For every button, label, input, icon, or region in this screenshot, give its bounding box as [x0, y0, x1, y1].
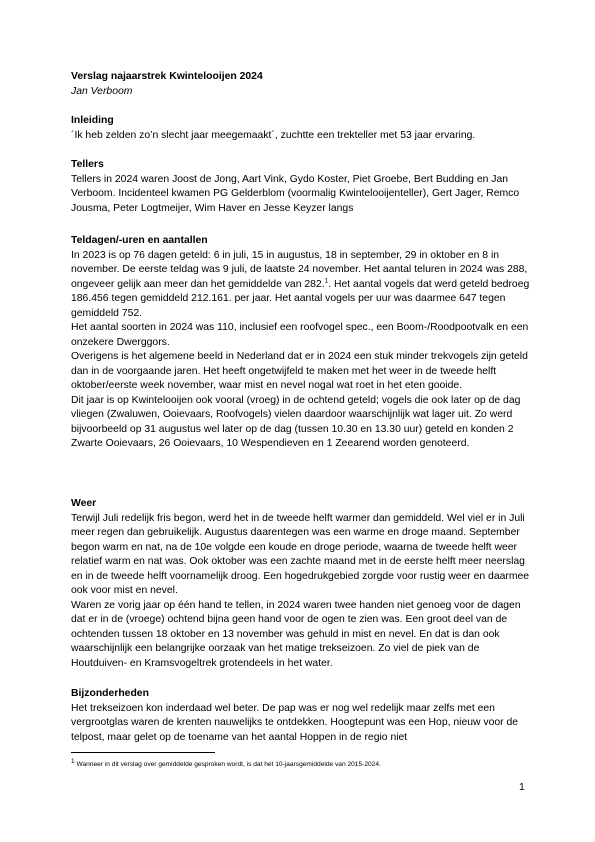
paragraph: Overigens is het algemene beeld in Nederland dat er in 2024 een stuk minder trekvogels zijn geteld dan in de voorgaande jaren. Het heeft ongetwijfeld te maken met het weer in de tweede helft oktober/eerste week november, waar mist en nevel nogal wat roet in het eten gooide.	[71, 351, 528, 391]
section-bijzonderheden	[71, 687, 531, 745]
section-heading: Weer	[71, 498, 97, 509]
section-heading: Bijzonderheden	[71, 688, 149, 699]
footnote	[71, 757, 531, 769]
section-weer	[71, 497, 531, 671]
paragraph: Het trekseizoen kon inderdaad wel beter. De pap was er nog wel redelijk maar zelfs met een vergrootglas waren de krenten nauwelijks te ontdekken. Hoogtepunt was een Hop, nieuw voor de telpost, maar gelet op de toename van het aantal Hoppen in de regio niet	[71, 702, 519, 743]
paragraph: In 2023 is op 76 dagen geteld: 6 in juli, 15 in augustus, 18 in september, 29 in oktober en 8 in november. De eerste teldag was 9 juli, de laatste 24 november. Het aantal teluren in 2024 was 288, ongeveer gelijk aan meer dan het gemiddelde van 282.$^1$. Het aantal vogels dat werd geteld bedroeg 186.456 tegen gemiddeld 212.161. per jaar. Het aantal vogels per uur was daarmee 647 tegen gemiddeld 752.	[71, 249, 530, 319]
document-title: Verslag najaarstrek Kwintelooijen 2024	[71, 71, 263, 82]
paragraph: Dit jaar is op Kwintelooijen ook vooral (vroeg) in de ochtend geteld; vogels die ook later op de dag vliegen (Zwaluwen, Ooievaars, Roofvogels) vielen daardoor waarschijnlijk wat lager uit. Zo werd bijvoorbeeld op 31 augustus wel later op de dag (tussen 10.30 en 13.30 uur) geteld en konden 2 Zwarte Ooievaars, 26 Ooievaars, 10 Wespendieven en 1 Zeearend worden genoteerd.	[71, 394, 521, 449]
paragraph: Het aantal soorten in 2024 was 110, inclusief een roofvogel spec., een Boom-/Roodpootvalk en een onzekere Dwerggors.	[71, 322, 529, 348]
footnote-text: Wanneer in dit verslag over gemiddelde gesproken wordt, is dat het 10-jaarsgemiddelde van 2015-2024.	[76, 761, 381, 768]
document-author: Jan Verboom	[71, 86, 133, 97]
paragraph-text: In 2023 is op 76 dagen geteld: 6 in juli, 15 in augustus, 18 in september, 29 in oktober en 8 in november. De eerste teldag was 9 juli, de laatste 24 november. Het aantal teluren in 2024 was 288, ongeveer gelijk aan meer dan het gemiddelde van 282.	[71, 249, 528, 290]
footnote-mark: 1	[71, 757, 75, 765]
footnote-divider	[71, 752, 215, 753]
section-tellers	[71, 158, 531, 216]
paragraph: Waren ze vorig jaar op één hand te tellen, in 2024 waren twee handen niet genoeg voor de dagen dat er in de (vroege) ochtend bijna geen hand voor de ogen te zien was. Een groot deel van de ochtenden tussen 18 oktober en 13 november was gehuld in mist en nevel. En dat is dan ook waarschijnlijk een belangrijke oorzaak van het matige trekseizoen. Zo viel de piek van de Houtduiven- en Kramsvogeltrek grotendeels in het water.	[71, 599, 521, 669]
section-heading: Inleiding	[71, 115, 114, 126]
paragraph: Tellers in 2024 waren Joost de Jong, Aart Vink, Gydo Koster, Piet Groebe, Bert Budding en Jan Verboom. Incidenteel kwamen PG Gelderblom (voormalig Kwintelooijenteller), Gert Jager, Remco Jousma, Peter Logtmeijer, Wim Haver en Jesse Keyzer langs	[71, 173, 520, 214]
section-teldagen	[71, 234, 531, 452]
footnote-reference: 1	[324, 277, 329, 285]
paragraph-text: Het aantal vogels dat werd geteld bedroeg 186.456 tegen gemiddeld 212.161. per jaar. Het aantal vogels per uur was daarmee 647 tegen gemiddeld 752.	[71, 278, 530, 319]
paragraph: ´Ik heb zelden zo’n slecht jaar meegemaakt´, zuchtte een trekteller met 53 jaar ervaring.	[71, 129, 476, 141]
section-heading: Tellers	[71, 159, 104, 170]
paragraph: Terwijl Juli redelijk fris begon, werd het in de tweede helft warmer dan gemiddeld. Wel viel er in Juli meer regen dan gebruikelijk. Augustus daarentegen was een warme en droge maand. September begon warm en nat, na de 10e volgde een koude en droge periode, waarna de tweede helft weer relatief warm en nat was. Ook oktober was een zachte maand met in de eerste helft meer neerslag en in de tweede helft voornamelijk droog. Een hogedrukgebied zorgde voor rustig weer en daarmee ook voor mist en nevel.	[71, 512, 530, 596]
section-inleiding	[71, 114, 531, 143]
page-number: 1	[519, 782, 525, 793]
section-heading: Teldagen/-uren en aantallen	[71, 235, 208, 246]
